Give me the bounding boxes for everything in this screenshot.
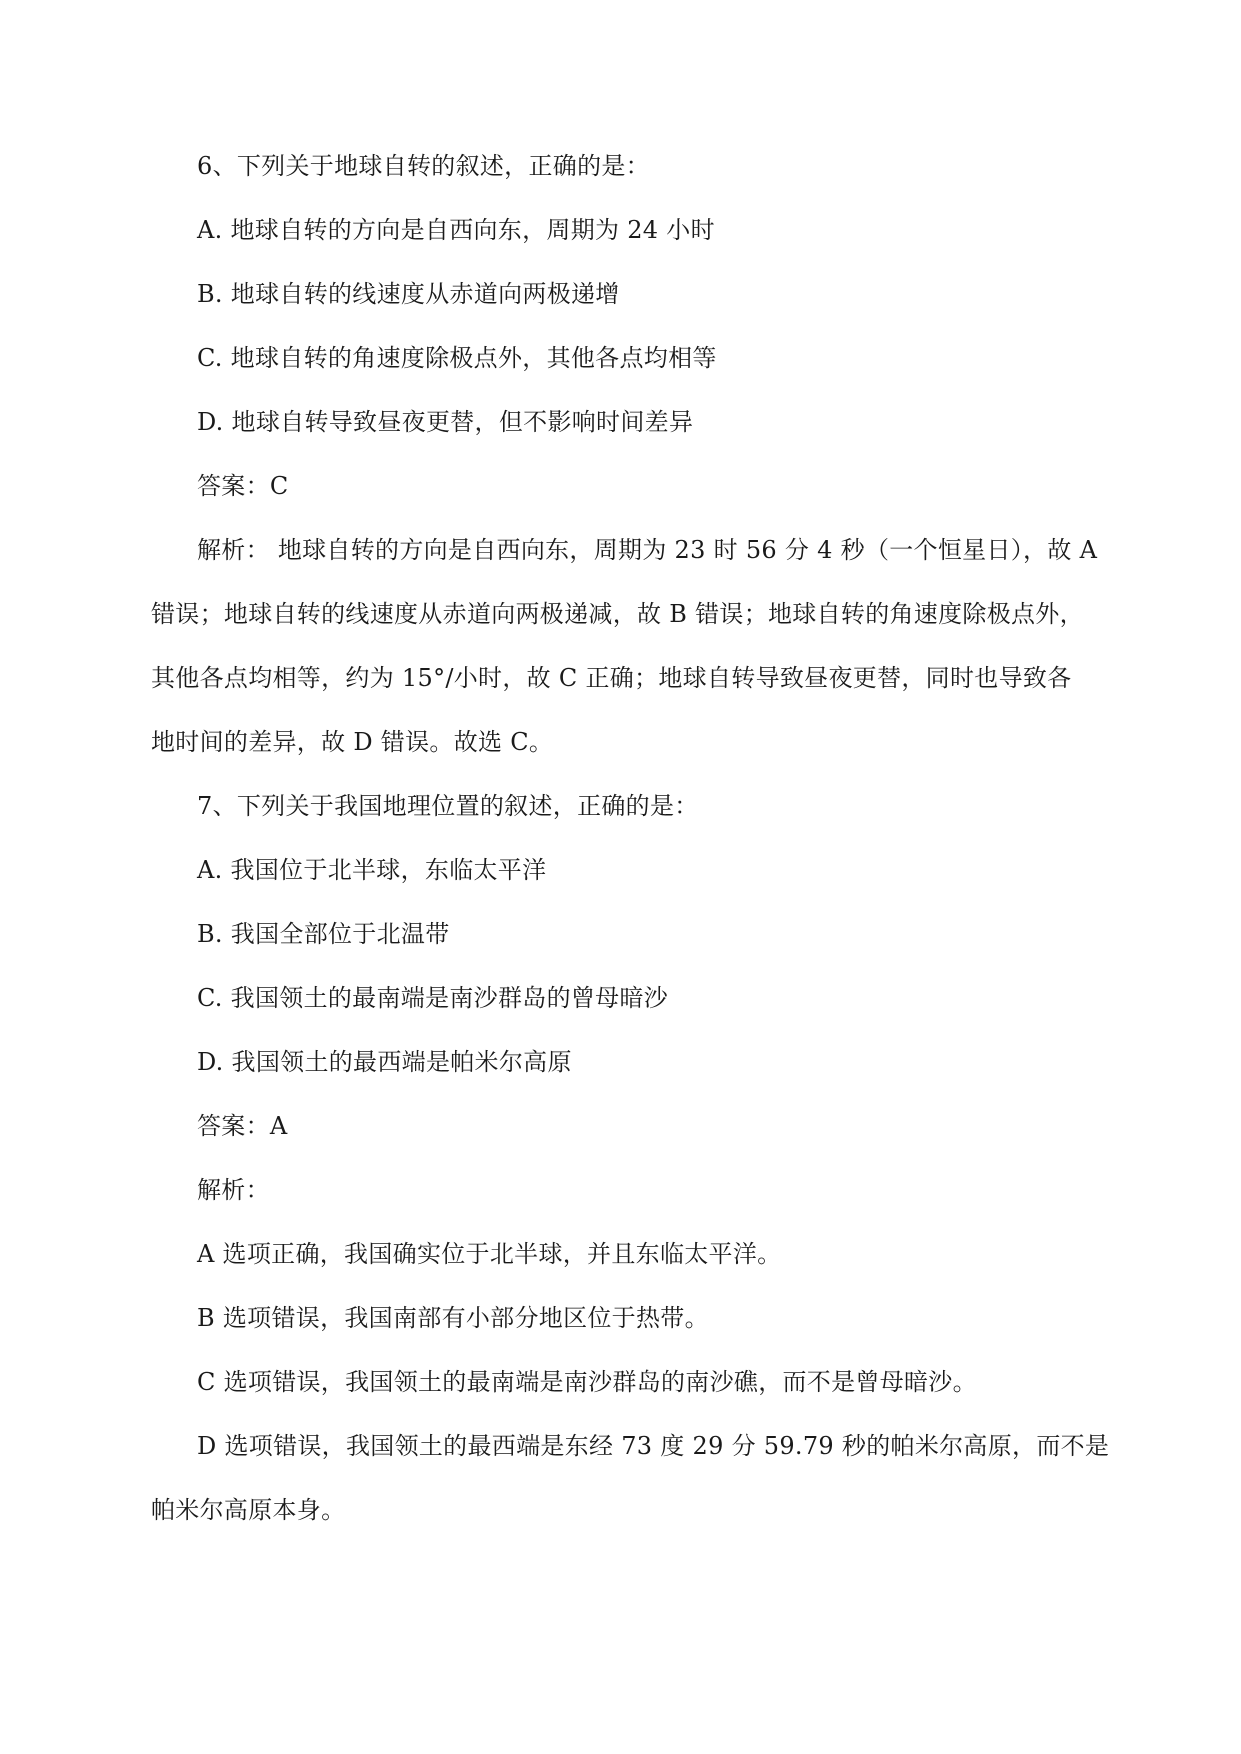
- question-6-analysis-line-2: 错误；地球自转的线速度从赤道向两极递减，故 B 错误；地球自转的角速度除极点外，: [151, 600, 1084, 628]
- question-7-option-b: B. 我国全部位于北温带: [197, 920, 450, 948]
- question-7-analysis-line-5: 帕米尔高原本身。: [151, 1496, 346, 1524]
- question-7-text: 7、下列关于我国地理位置的叙述，正确的是：: [197, 792, 699, 820]
- question-7-answer: 答案：A: [197, 1112, 288, 1140]
- question-6-option-c: C. 地球自转的角速度除极点外，其他各点均相等: [197, 344, 717, 372]
- question-7-option-c: C. 我国领土的最南端是南沙群岛的曾母暗沙: [197, 984, 669, 1012]
- question-7-option-d: D. 我国领土的最西端是帕米尔高原: [197, 1048, 572, 1076]
- question-7-analysis-line-4: D 选项错误，我国领土的最西端是东经 73 度 29 分 59.79 秒的帕米尔高原，而不是: [197, 1432, 1110, 1460]
- question-7-analysis-line-2: B 选项错误，我国南部有小部分地区位于热带。: [197, 1304, 709, 1332]
- question-7-analysis-title: 解析：: [197, 1176, 270, 1204]
- question-6-option-a: A. 地球自转的方向是自西向东，周期为 24 小时: [197, 216, 715, 244]
- question-6-option-b: B. 地球自转的线速度从赤道向两极递增: [197, 280, 620, 308]
- question-7-analysis-line-1: A 选项正确，我国确实位于北半球，并且东临太平洋。: [197, 1240, 782, 1268]
- question-6-analysis-line-3: 其他各点均相等，约为 15°/小时，故 C 正确；地球自转导致昼夜更替，同时也导致各: [151, 664, 1072, 692]
- question-6-text: 6、下列关于地球自转的叙述，正确的是：: [197, 152, 650, 180]
- question-6-analysis-line-1: 解析： 地球自转的方向是自西向东，周期为 23 时 56 分 4 秒（一个恒星日），故 A: [197, 536, 1098, 564]
- question-6-option-d: D. 地球自转导致昼夜更替，但不影响时间差异: [197, 408, 694, 436]
- question-6-answer: 答案：C: [197, 472, 289, 500]
- question-7-analysis-line-3: C 选项错误，我国领土的最南端是南沙群岛的南沙礁，而不是曾母暗沙。: [197, 1368, 977, 1396]
- question-7-option-a: A. 我国位于北半球，东临太平洋: [197, 856, 547, 884]
- question-6-analysis-line-4: 地时间的差异，故 D 错误。故选 C。: [151, 728, 554, 756]
